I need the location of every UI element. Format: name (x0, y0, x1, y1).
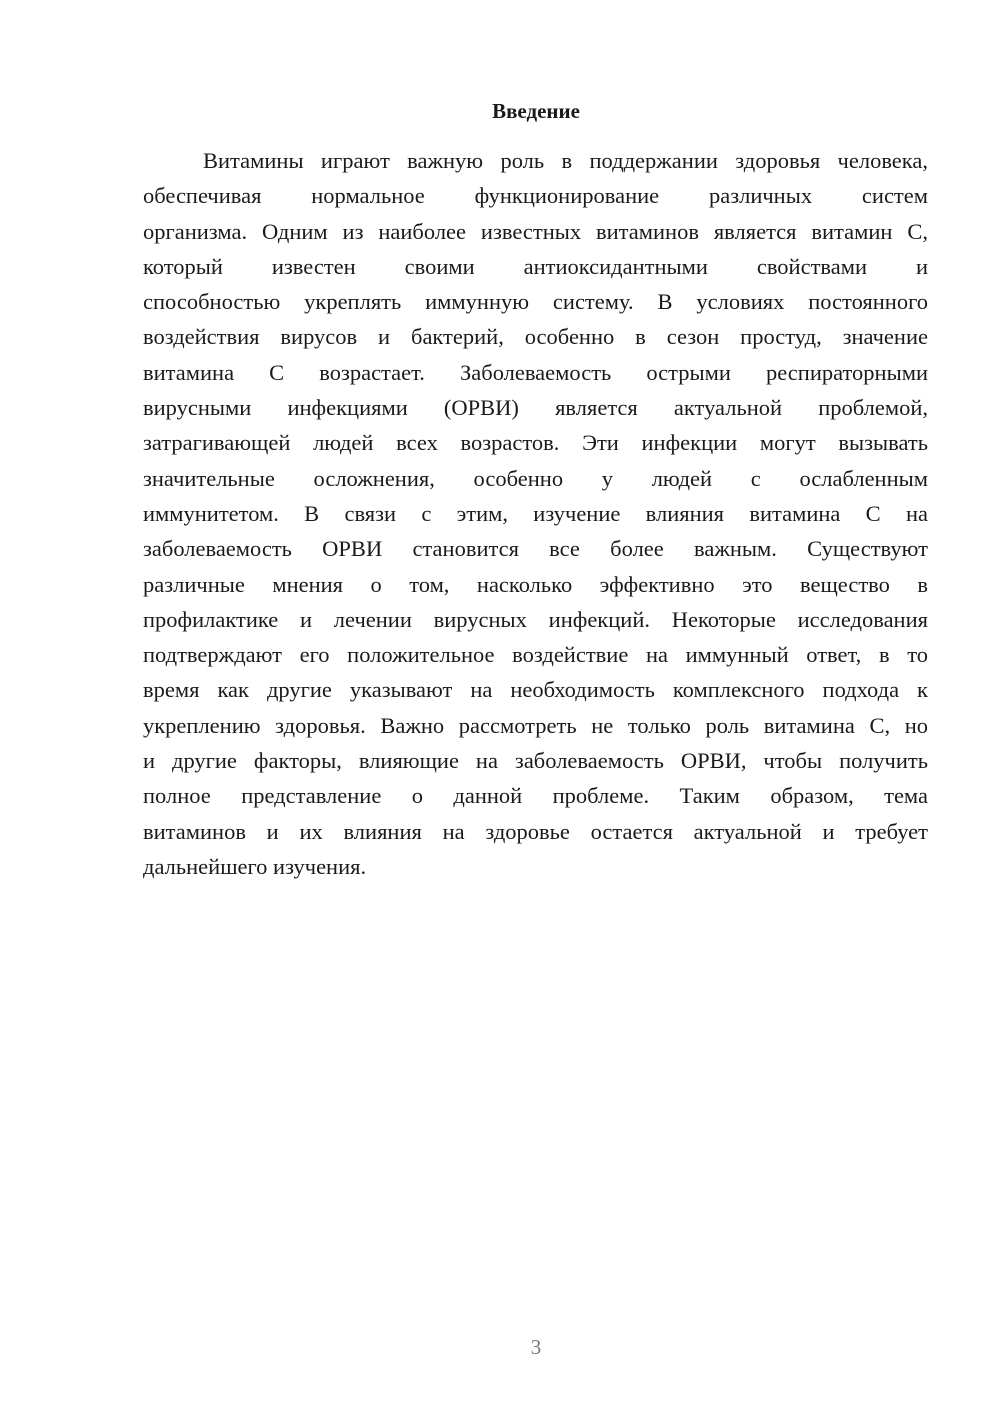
paragraph-line: витаминов и их влияния на здоровье остается актуальной и требует (143, 818, 928, 844)
paragraph-line: дальнейшего изучения. (143, 853, 367, 879)
body-paragraph (143, 143, 928, 884)
paragraph-line: время как другие указывают на необходимость комплексного подхода к (143, 677, 928, 703)
paragraph-line: воздействия вирусов и бактерий, особенно в сезон простуд, значение (143, 324, 928, 350)
page-number: 3 (530, 1335, 542, 1359)
paragraph-line: и другие факторы, влияющие на заболеваемость ОРВИ, чтобы получить (143, 748, 928, 774)
paragraph-line: вирусными инфекциями (ОРВИ) является актуальной проблемой, (143, 395, 928, 421)
paragraph-line: профилактике и лечении вирусных инфекций. Некоторые исследования (143, 606, 928, 632)
paragraph-line: различные мнения о том, насколько эффективно это вещество в (143, 571, 928, 597)
section-heading: Введение (492, 99, 580, 123)
paragraph-line: укреплению здоровья. Важно рассмотреть не только роль витамина С, но (143, 712, 928, 738)
paragraph-line: витамина С возрастает. Заболеваемость острыми респираторными (143, 359, 928, 385)
paragraph-line: заболеваемость ОРВИ становится все более важным. Существуют (143, 536, 928, 562)
paragraph-line: значительные осложнения, особенно у людей с ослабленным (143, 465, 928, 491)
paragraph-line: полное представление о данной проблеме. Таким образом, тема (143, 783, 928, 809)
paragraph-line: иммунитетом. В связи с этим, изучение влияния витамина С на (143, 500, 928, 526)
paragraph-line: затрагивающей людей всех возрастов. Эти инфекции могут вызывать (143, 430, 928, 456)
paragraph-line: организма. Одним из наиболее известных витаминов является витамин С, (143, 218, 928, 244)
paragraph-line: способностью укреплять иммунную систему. В условиях постоянного (143, 289, 928, 315)
paragraph-line: обеспечивая нормальное функционирование различных систем (143, 183, 928, 209)
paragraph-line: который известен своими антиоксидантными свойствами и (143, 253, 928, 279)
paragraph-line: Витамины играют важную роль в поддержании здоровья человека, (203, 148, 928, 173)
paragraph-line: подтверждают его положительное воздействие на иммунный ответ, в то (143, 642, 928, 668)
